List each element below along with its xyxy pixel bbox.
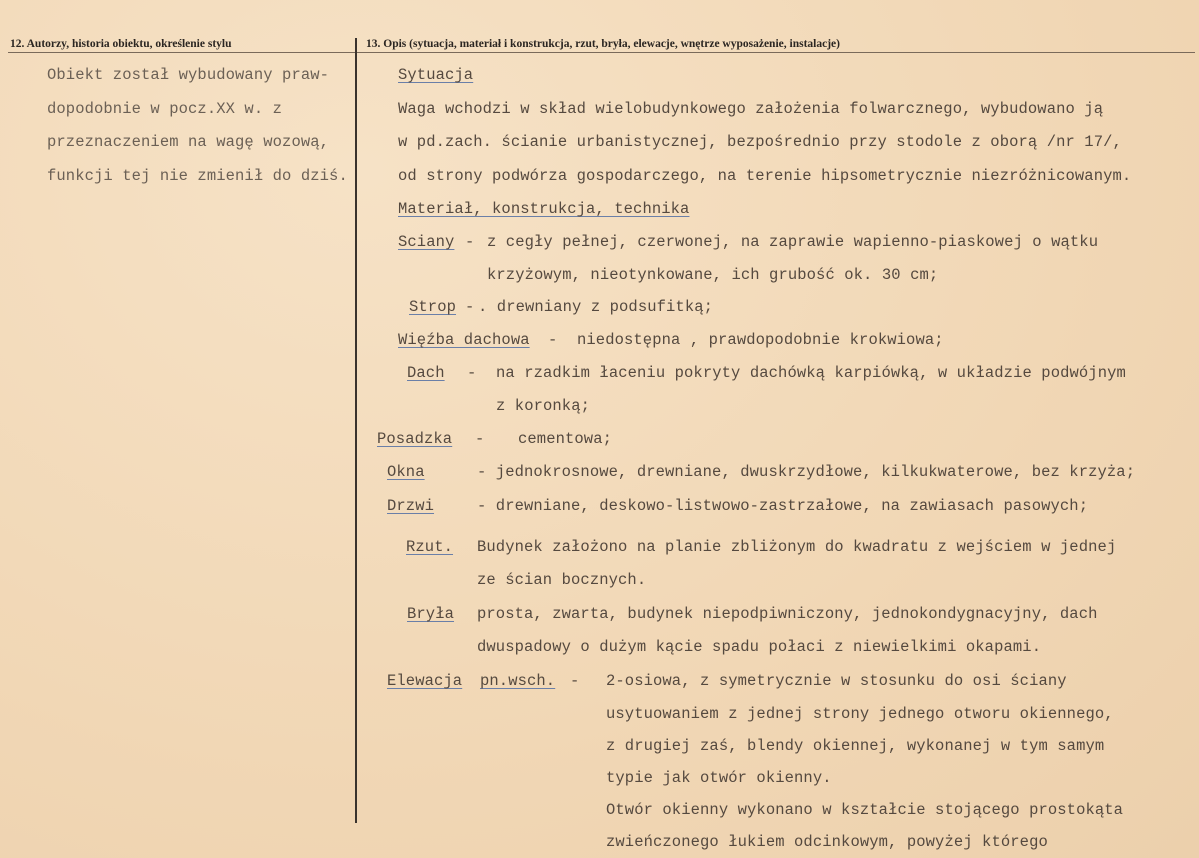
wiezba-label: Więźba dachowa: [398, 331, 530, 349]
elewacja-line-3: z drugiej zaś, blendy okiennej, wykonanej w tym samym: [606, 737, 1105, 755]
okna-label: Okna: [387, 463, 425, 481]
okna-text: - jednokrosnowe, drewniane, dwuskrzydłowe, kilkukwaterowe, bez krzyża;: [477, 463, 1136, 481]
posadzka-text: cementowa;: [518, 430, 613, 448]
drzwi-text: - drewniane, deskowo-listwowo-zastrzałowe, na zawiasach pasowych;: [477, 497, 1089, 515]
rzut-label: Rzut.: [406, 538, 454, 556]
material-heading: Materiał, konstrukcja, technika: [398, 200, 690, 218]
elewacja-line-2: usytuowaniem z jednej strony jednego otworu okiennego,: [606, 705, 1114, 723]
wiezba-dash: -: [548, 331, 558, 349]
sytuacja-line-1: Waga wchodzi w skład wielobudynkowego założenia folwarcznego, wybudowano ją: [398, 100, 1104, 118]
header-rule: [8, 52, 1195, 53]
drzwi-label: Drzwi: [387, 497, 435, 515]
sytuacja-heading: Sytuacja: [398, 66, 474, 84]
elewacja-line-4: typie jak otwór okienny.: [606, 769, 832, 787]
left-line-1: Obiekt został wybudowany praw-: [47, 66, 330, 84]
posadzka-label: Posadzka: [377, 430, 453, 448]
sytuacja-line-3: od strony podwórza gospodarczego, na terenie hipsometrycznie niezróżnicowanym.: [398, 167, 1132, 185]
strop-dash: -: [465, 298, 475, 316]
bryla-line-1: prosta, zwarta, budynek niepodpiwniczony, jednokondygnacyjny, dach: [477, 605, 1098, 623]
sciany-line-1: z cegły pełnej, czerwonej, na zaprawie wapienno-piaskowej o wątku: [487, 233, 1099, 251]
section-12-header: 12. Autorzy, historia obiektu, określenie stylu: [10, 38, 232, 50]
elewacja-sub-label: pn.wsch.: [480, 672, 556, 690]
bryla-label: Bryła: [407, 605, 455, 623]
sciany-label: Sciany: [398, 233, 455, 251]
elewacja-dash: -: [570, 672, 580, 690]
left-line-4: funkcji tej nie zmienił do dziś.: [47, 167, 348, 185]
posadzka-dash: -: [475, 430, 485, 448]
elewacja-label: Elewacja: [387, 672, 463, 690]
elewacja-line-1: 2-osiowa, z symetrycznie w stosunku do osi ściany: [606, 672, 1067, 690]
dach-label: Dach: [407, 364, 445, 382]
column-divider: [355, 38, 357, 823]
strop-label: Strop: [409, 298, 457, 316]
bryla-line-2: dwuspadowy o dużym kącie spadu połaci z niewielkimi okapami.: [477, 638, 1042, 656]
dach-line-1: na rzadkim łaceniu pokryty dachówką karpiówką, w układzie podwójnym: [496, 364, 1126, 382]
elewacja-line-5: Otwór okienny wykonano w kształcie stojącego prostokąta: [606, 801, 1124, 819]
sytuacja-line-2: w pd.zach. ścianie urbanistycznej, bezpośrednio przy stodole z oborą /nr 17/,: [398, 133, 1122, 151]
rzut-line-1: Budynek założono na planie zbliżonym do kwadratu z wejściem w jednej: [477, 538, 1117, 556]
rzut-line-2: ze ścian bocznych.: [477, 571, 647, 589]
left-line-2: dopodobnie w pocz.XX w. z: [47, 100, 283, 118]
strop-text: . drewniany z podsufitką;: [478, 298, 714, 316]
left-line-3: przeznaczeniem na wagę wozową,: [47, 133, 330, 151]
wiezba-text: niedostępna , prawdopodobnie krokwiowa;: [577, 331, 944, 349]
elewacja-line-6: zwieńczonego łukiem odcinkowym, powyżej którego: [606, 833, 1048, 851]
section-13-header: 13. Opis (sytuacja, materiał i konstrukcja, rzut, bryła, elewacje, wnętrze wyposażenie, instalacje): [366, 38, 840, 50]
sciany-line-2: krzyżowym, nieotynkowane, ich grubość ok. 30 cm;: [487, 266, 939, 284]
sciany-dash: -: [465, 233, 475, 251]
dach-dash: -: [467, 364, 477, 382]
dach-line-2: z koronką;: [496, 397, 591, 415]
